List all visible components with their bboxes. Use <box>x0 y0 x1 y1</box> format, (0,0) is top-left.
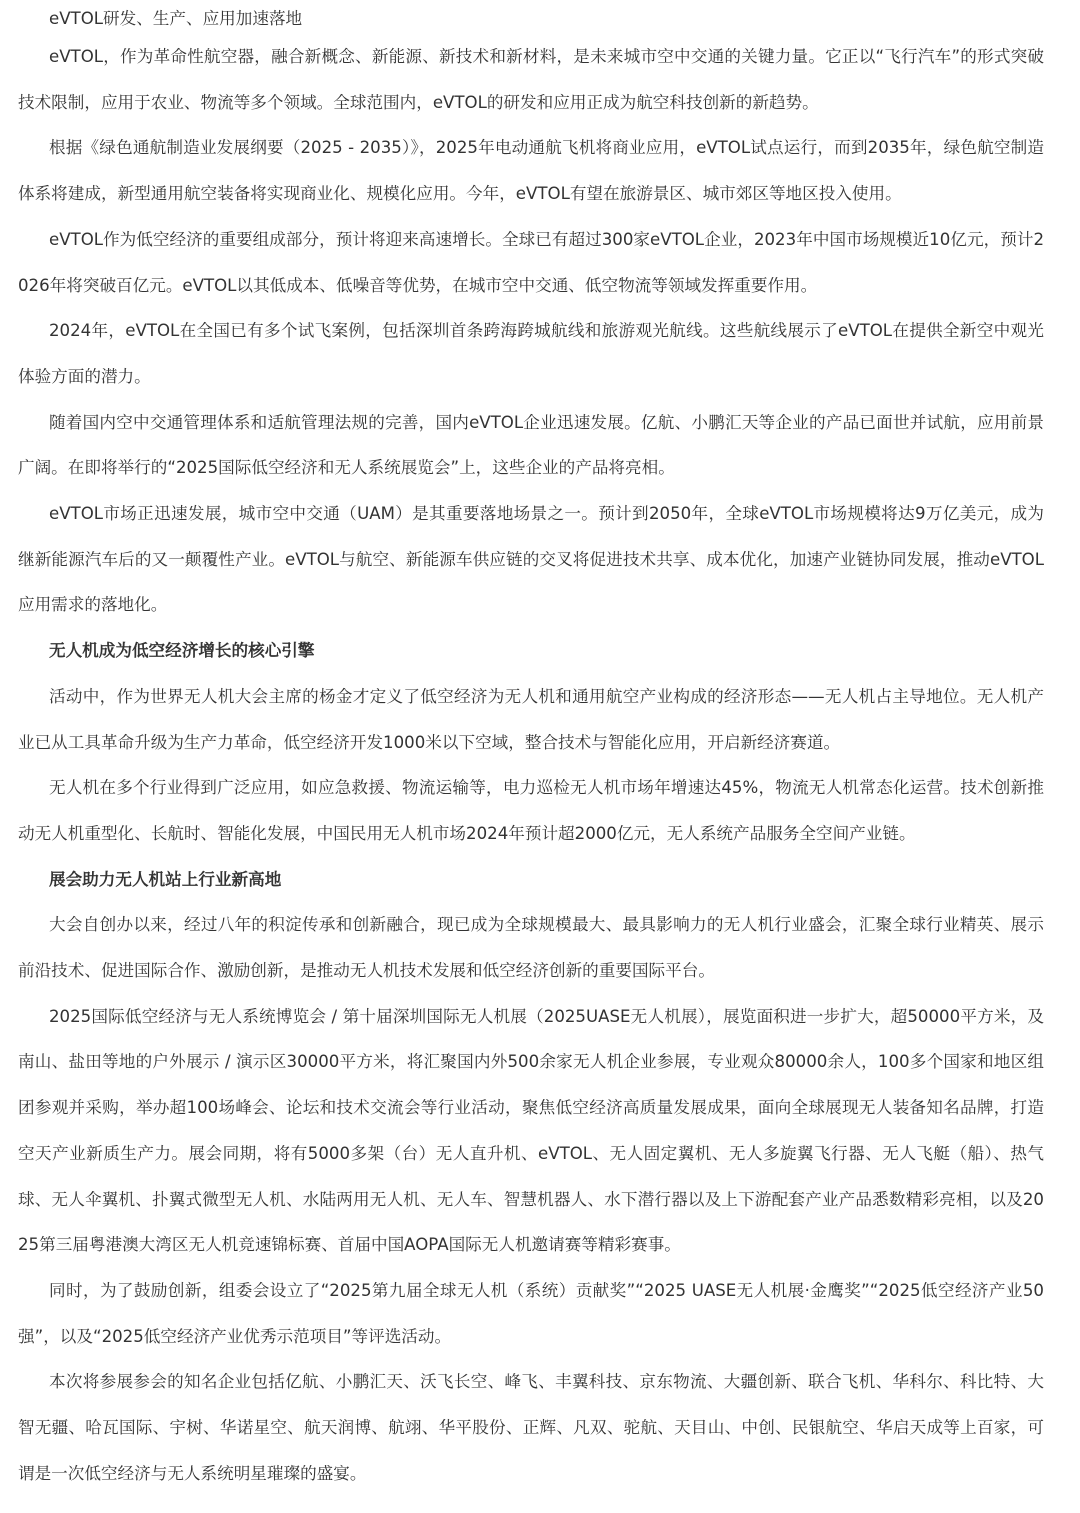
paragraph: 2024年，eVTOL在全国已有多个试飞案例，包括深圳首条跨海跨城航线和旅游观光航线。这些航线展示了eVTOL在提供全新空中观光体验方面的潜力。 <box>18 321 1044 386</box>
paragraph: 大会自创办以来，经过八年的积淀传承和创新融合，现已成为全球规模最大、最具影响力的无人机行业盛会，汇聚全球行业精英、展示前沿技术、促进国际合作、激励创新，是推动无人机技术发展和低空经济创新的重要国际平台。 <box>18 915 1044 981</box>
paragraph: 随着国内空中交通管理体系和适航管理法规的完善，国内eVTOL企业迅速发展。亿航、小鹏汇天等企业的产品已面世并试航，应用前景广阔。在即将举行的“2025国际低空经济和无人系统展览会”上，这些企业的产品将亮相。 <box>18 412 1044 478</box>
paragraph: eVTOL市场正迅速发展，城市空中交通（UAM）是其重要落地场景之一。预计到2050年，全球eVTOL市场规模将达9万亿美元，成为继新能源汽车后的又一颠覆性产业。eVTOL与航空、新能源车供应链的交叉将促进技术共享、成本优化，加速产业链协同发展，推动eVTOL应用需求的落地化。 <box>18 504 1044 615</box>
paragraph: eVTOL，作为革命性航空器，融合新概念、新能源、新技术和新材料，是未来城市空中交通的关键力量。它正以“飞行汽车”的形式突破技术限制，应用于农业、物流等多个领域。全球范围内，eVTOL的研发和应用正成为航空科技创新的新趋势。 <box>18 47 1044 112</box>
paragraph: 无人机在多个行业得到广泛应用，如应急救援、物流运输等，电力巡检无人机市场年增速达45%，物流无人机常态化运营。技术创新推动无人机重型化、长航时、智能化发展，中国民用无人机市场2024年预计超2000亿元，无人系统产品服务全空间产业链。 <box>18 778 1044 843</box>
paragraph: 2025国际低空经济与无人系统博览会 / 第十届深圳国际无人机展（2025UASE无人机展），展览面积进一步扩大，超50000平方米，及南山、盐田等地的户外展示 / 演示区30000平方米，将汇聚国内外500余家无人机企业参展，专业观众80000余人，100多个国家和地区组团参观并采购，举办超100场峰会、论坛和技术交流会等行业活动，聚焦低空经济高质量发展成果，面向全球展现无人装备知名品牌，打造空天产业新质生产力。展会同期，将有5000多架（台）无人直升机、eVTOL、无人固定翼机、无人多旋翼飞行器、无人飞艇（船）、热气球、无人伞翼机、扑翼式微型无人机、水陆两用无人机、无人车、智慧机器人、水下潜行器以及上下游配套产业产品悉数精彩亮相，以及2025第三届粤港澳大湾区无人机竞速锦标赛、首届中国AOPA国际无人机邀请赛等精彩赛事。 <box>18 1006 1044 1255</box>
paragraph: 同时，为了鼓励创新，组委会设立了“2025第九届全球无人机（系统）贡献奖”“2025 UASE无人机展·金鹰奖”“2025低空经济产业50强”，以及“2025低空经济产业优秀示范项目”等评选活动。 <box>18 1280 1044 1346</box>
section-title-evtol: eVTOL研发、生产、应用加速落地 <box>49 9 303 28</box>
section-heading-drones: 无人机成为低空经济增长的核心引擎 <box>49 641 315 661</box>
section-heading-expo: 展会助力无人机站上行业新高地 <box>49 869 282 889</box>
paragraph: 活动中，作为世界无人机大会主席的杨金才定义了低空经济为无人机和通用航空产业构成的经济形态——无人机占主导地位。无人机产业已从工具革命升级为生产力革命，低空经济开发1000米以下空域，整合技术与智能化应用，开启新经济赛道。 <box>18 686 1044 752</box>
paragraph: 根据《绿色通航制造业发展纲要（2025 - 2035）》，2025年电动通航飞机将商业应用，eVTOL试点运行，而到2035年，绿色航空制造体系将建成，新型通用航空装备将实现商业化、规模化应用。今年，eVTOL有望在旅游景区、城市郊区等地区投入使用。 <box>18 138 1044 204</box>
paragraph: eVTOL作为低空经济的重要组成部分，预计将迎来高速增长。全球已有超过300家eVTOL企业，2023年中国市场规模近10亿元，预计2026年将突破百亿元。eVTOL以其低成本、低噪音等优势，在城市空中交通、低空物流等领域发挥重要作用。 <box>18 229 1044 295</box>
paragraph: 本次将参展参会的知名企业包括亿航、小鹏汇天、沃飞长空、峰飞、丰翼科技、京东物流、大疆创新、联合飞机、华科尔、科比特、大智无疆、哈瓦国际、宇树、华诺星空、航天润博、航翊、华平股份、正辉、凡双、驼航、天目山、中创、民银航空、华启天成等上百家，可谓是一次低空经济与无人系统明星璀璨的盛宴。 <box>18 1372 1044 1483</box>
